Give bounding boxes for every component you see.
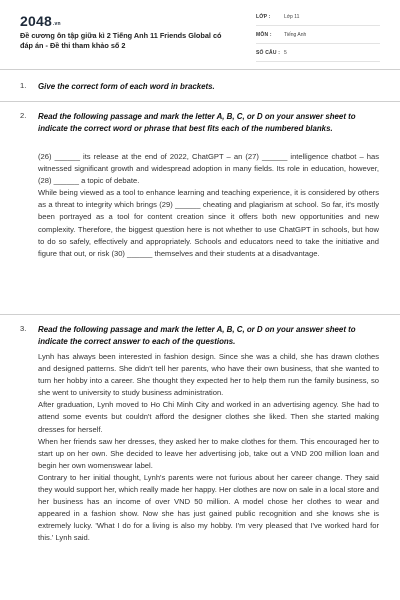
question-passage bbox=[38, 151, 379, 260]
meta-label: MÔN : bbox=[256, 32, 272, 38]
passage-paragraph: When her friends saw her dresses, they asked her to make clothes for them. This encouraged her to start up on her own. She decided to leave her advertising job, take out a VND 200 million loan and begin her own womenswear label. bbox=[38, 436, 379, 470]
question-2 bbox=[20, 111, 382, 311]
site-logo[interactable]: 2048.vn bbox=[20, 13, 61, 29]
meta-row-question-count bbox=[256, 50, 380, 62]
question-instruction: Read the following passage and mark the letter A, B, C, or D on your answer sheet to indicate the correct word or phrase that best fits each of the numbered blanks. bbox=[38, 112, 356, 134]
meta-row-class bbox=[256, 14, 380, 26]
passage-paragraph: Contrary to her initial thought, Lynh's parents were not furious about her career change. They said they would support her, which really made her happy. Her clothes are now on sale in a local store and her business has an income of over VND 50 million. A model chose her clothes to wear and appeared in a fashion show. Now she has just gained public recognition and she knows she is extremely lucky. 'What I do for a living is also my hobby. I'm very pleased that I've worked hard for this.' Lynh said. bbox=[38, 472, 379, 543]
question-divider bbox=[0, 101, 400, 102]
meta-value: Lớp 11 bbox=[284, 14, 300, 20]
passage-paragraph: After graduation, Lynh moved to Ho Chi Minh City and worked in an advertising agency. She had to attend some events but couldn't afford the designer clothes she liked. Then she started making dresses for herself. bbox=[38, 400, 379, 434]
question-instruction: Give the correct form of each word in brackets. bbox=[38, 82, 215, 91]
meta-value: Tiếng Anh bbox=[284, 32, 307, 38]
document-title: Đề cương ôn tập giữa kì 2 Tiếng Anh 11 Friends Global có đáp án - Đề thi tham khảo số 2 bbox=[20, 31, 222, 50]
question-3 bbox=[20, 324, 382, 600]
passage-paragraph: While being viewed as a tool to enhance learning and teaching experience, it is considered by others as a threat to integrity which brings (29) ______ cheating and plagiarism at school. So far, it's mostly been portrayed as a tool for content creation since it offers both new opportunities and new complexity. Therefore, the biggest question here is not whether to use ChatGPT in schools, but how to do so safely, effectively and appropriately. Schools and educators need to take the initiative and figure that out, or risk (30) ______ themselves and their students at a disadvantage. bbox=[38, 188, 379, 258]
meta-label: SỐ CÂU : bbox=[256, 50, 281, 56]
question-instruction: Read the following passage and mark the letter A, B, C, or D on your answer sheet to indicate the correct answer to each of the questions. bbox=[38, 325, 356, 347]
question-passage bbox=[38, 351, 379, 545]
document-meta bbox=[256, 14, 380, 68]
passage-paragraph: (26) ______ its release at the end of 2022, ChatGPT – an (27) ______ intelligence chatbot – has witnessed significant growth and widespread adoption in many fields. Its role in education, however, (28) ______ a topic of debate. bbox=[38, 152, 379, 186]
question-divider bbox=[0, 314, 400, 315]
logo-suffix: .vn bbox=[52, 21, 61, 27]
passage-paragraph: Lynh has always been interested in fashion design. Since she was a child, she has drawn clothes and designed patterns. She didn't tell her parents, who have their own business, that she wanted to turn her hobby into a career. She thought they expected her to help them run the family business, so she went to university to study business administration. bbox=[38, 352, 379, 398]
meta-value: 5 bbox=[284, 50, 287, 56]
header-divider bbox=[0, 69, 400, 70]
question-number: 3. bbox=[20, 324, 27, 333]
question-1 bbox=[20, 81, 382, 95]
question-number: 2. bbox=[20, 111, 27, 120]
document-header bbox=[0, 0, 400, 68]
question-number: 1. bbox=[20, 81, 27, 90]
meta-row-subject bbox=[256, 32, 380, 44]
meta-label: LỚP : bbox=[256, 14, 271, 20]
